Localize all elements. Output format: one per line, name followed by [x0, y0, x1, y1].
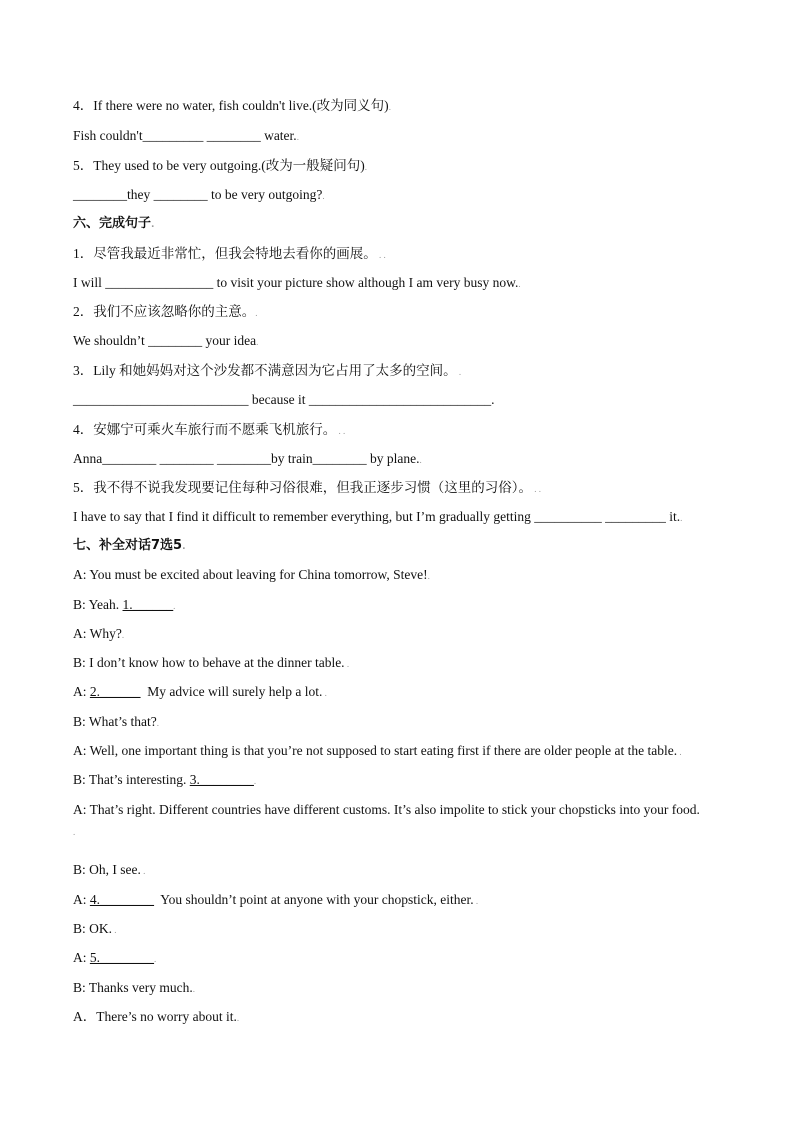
dialogue-line-9: A: That’s right. Different countries have different customs. It’s also impolite to stick your chopsticks into your food. [73, 802, 700, 817]
section-6-heading: 六、完成句子. [73, 216, 155, 231]
section-6-item-1-chinese: 1．尽管我最近非常忙，但我会特地去看你的画展。 . . [73, 246, 386, 261]
paragraph-mark: . [73, 827, 76, 837]
section-6-item-1-english: I will ________________ to visit your picture show although I am very busy now.. [73, 275, 521, 290]
question-5-5-answer-line: ________they ________ to be very outgoing?. [73, 187, 325, 202]
section-6-item-2-chinese: 2．我们不应该忽略你的主意。. [73, 304, 258, 319]
blank-4[interactable]: 4.________ [89, 892, 154, 907]
dialogue-line-14: B: Thanks very much.. [73, 980, 195, 995]
dialogue-line-3: A: Why?. [73, 626, 125, 641]
section-6-item-3-chinese: 3．Lily 和她妈妈对这个沙发都不满意因为它占用了太多的空间。 . [73, 363, 462, 378]
question-5-5-prompt: 5．They used to be very outgoing.(改为一般疑问句). [73, 158, 367, 173]
dialogue-line-6: B: What’s that?. [73, 714, 159, 729]
dialogue-line-5: A: 2.______ My advice will surely help a lot. . [73, 684, 327, 699]
blank-5[interactable]: 5.________ [89, 950, 154, 965]
dialogue-line-1: A: You must be excited about leaving for China tomorrow, Steve!. [73, 567, 430, 582]
section-6-item-5-english: I have to say that I find it difficult to remember everything, but I’m gradually getting __________ _________ it.. [73, 509, 683, 524]
option-a: A．There’s no worry about it.. [73, 1009, 240, 1024]
dialogue-line-7: A: Well, one important thing is that you’re not supposed to start eating first if there are older people at the table. . [73, 743, 682, 758]
dialogue-line-8: B: That’s interesting. 3.________. [73, 772, 257, 787]
section-6-item-4-chinese: 4．安娜宁可乘火车旅行而不愿乘飞机旅行。 . . [73, 422, 346, 437]
dialogue-line-12: B: OK. . [73, 921, 117, 936]
dialogue-line-10: B: Oh, I see. . [73, 862, 146, 877]
blank-2[interactable]: 2.______ [89, 684, 141, 699]
blank-1[interactable]: 1.______ [122, 597, 174, 612]
section-6-item-5-chinese: 5．我不得不说我发现要记住每种习俗很难，但我正逐步习惯（这里的习俗）。 . . [73, 480, 541, 495]
question-5-4-prompt: 4．If there were no water, fish couldn't live.(改为同义句). [73, 98, 391, 113]
blank-3[interactable]: 3.________ [189, 772, 254, 787]
section-6-item-3-english: __________________________ because it ___________________________. [73, 392, 495, 407]
question-5-4-answer-line: Fish couldn't_________ ________ water.. [73, 128, 299, 143]
dialogue-line-4: B: I don’t know how to behave at the dinner table. . [73, 655, 350, 670]
section-6-item-4-english: Anna________ ________ ________by train________ by plane.. [73, 451, 422, 466]
section-6-item-2-english: We shouldn’t ________ your idea. [73, 333, 259, 348]
section-7-heading: 七、补全对话7选5. [73, 538, 186, 553]
dialogue-line-13: A: 5.________. [73, 950, 157, 965]
dialogue-line-2: B: Yeah. 1.______. [73, 597, 176, 612]
dialogue-line-11: A: 4.________ You shouldn’t point at anyone with your chopstick, either. . [73, 892, 479, 907]
